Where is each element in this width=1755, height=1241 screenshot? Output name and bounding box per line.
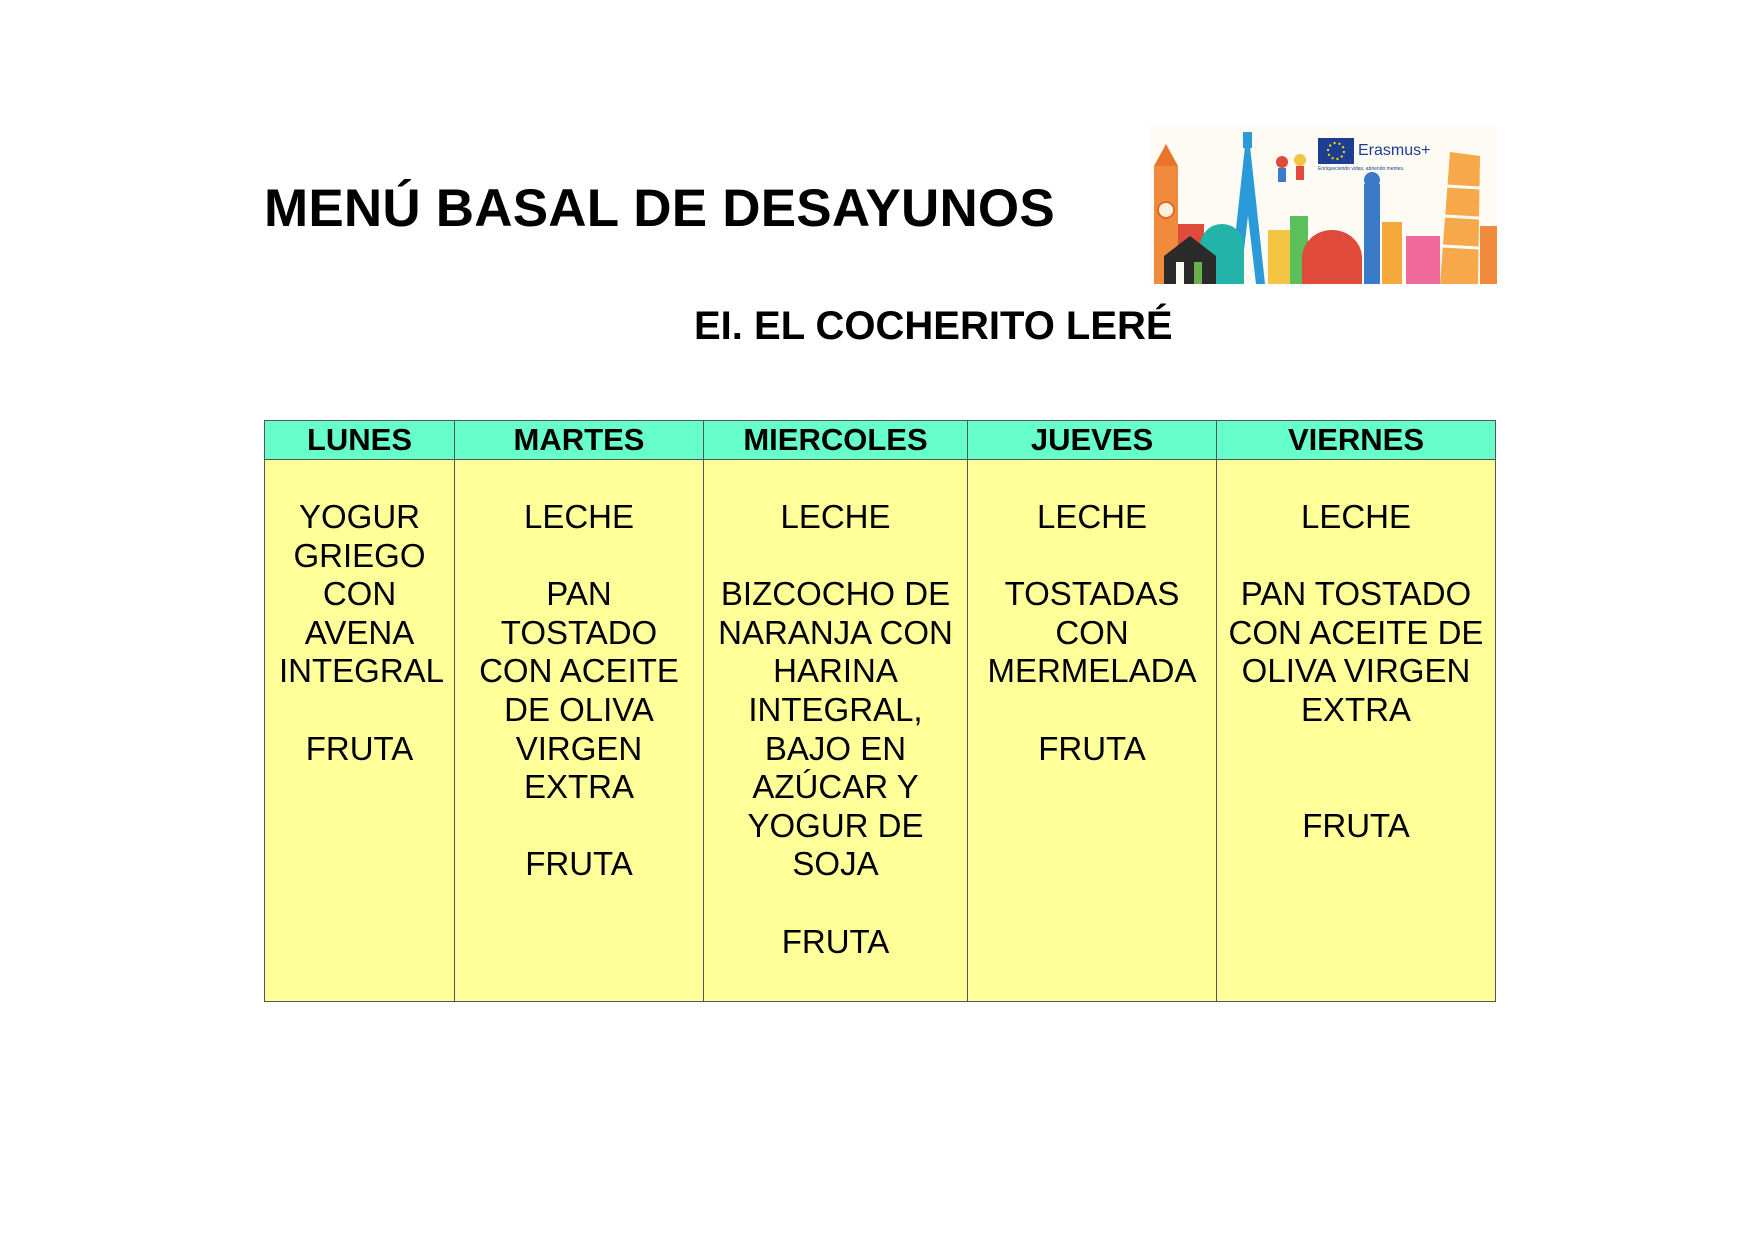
menu-item: TOSTADAS CON MERMELADA [987, 575, 1197, 690]
erasmus-banner [1150, 126, 1497, 284]
table-row [265, 460, 1496, 1002]
menu-item: LECHE [523, 498, 635, 535]
page-title: MENÚ BASAL DE DESAYUNOS [264, 179, 1055, 238]
menu-item: FRUTA [1038, 729, 1146, 767]
menu-item: YOGUR GRIEGO CON AVENA INTEGRAL [279, 498, 445, 690]
menu-item: LECHE [1036, 498, 1148, 535]
menu-item: FRUTA [525, 845, 633, 883]
menu-item: BIZCOCHO DE NARANJA CON HARINA INTEGRAL, BAJO EN AZÚCAR Y YOGUR DE SOJA [718, 575, 953, 883]
day-header-martes: MARTES [455, 421, 704, 460]
table-header-row [265, 421, 1496, 460]
erasmus-label: Erasmus+ [1358, 142, 1431, 159]
menu-item: PAN TOSTADO CON ACEITE DE OLIVA VIRGEN EXTRA [479, 575, 679, 806]
menu-cell-lunes [265, 460, 455, 1002]
menu-item: FRUTA [1302, 806, 1410, 844]
menu-cell-viernes [1217, 460, 1496, 1002]
day-header-miercoles: MIERCOLES [704, 421, 968, 460]
menu-item: PAN TOSTADO CON ACEITE DE OLIVA VIRGEN EXTRA [1228, 575, 1484, 728]
menu-item: LECHE [1300, 498, 1412, 535]
menu-item: LECHE [780, 498, 891, 535]
menu-cell-jueves [968, 460, 1217, 1002]
day-header-lunes: LUNES [265, 421, 455, 460]
erasmus-tagline: Enriqueciendo vidas, abriendo mentes. [1318, 166, 1405, 172]
breakfast-menu-table [264, 420, 1496, 1002]
day-header-jueves: JUEVES [968, 421, 1217, 460]
menu-item: FRUTA [781, 922, 890, 960]
menu-cell-martes [455, 460, 704, 1002]
menu-item: FRUTA [305, 729, 414, 767]
menu-cell-miercoles [704, 460, 968, 1002]
day-header-viernes: VIERNES [1217, 421, 1496, 460]
school-name: EI. EL COCHERITO LERÉ [694, 304, 1173, 348]
landmarks-skyline-icon [1150, 126, 1497, 284]
